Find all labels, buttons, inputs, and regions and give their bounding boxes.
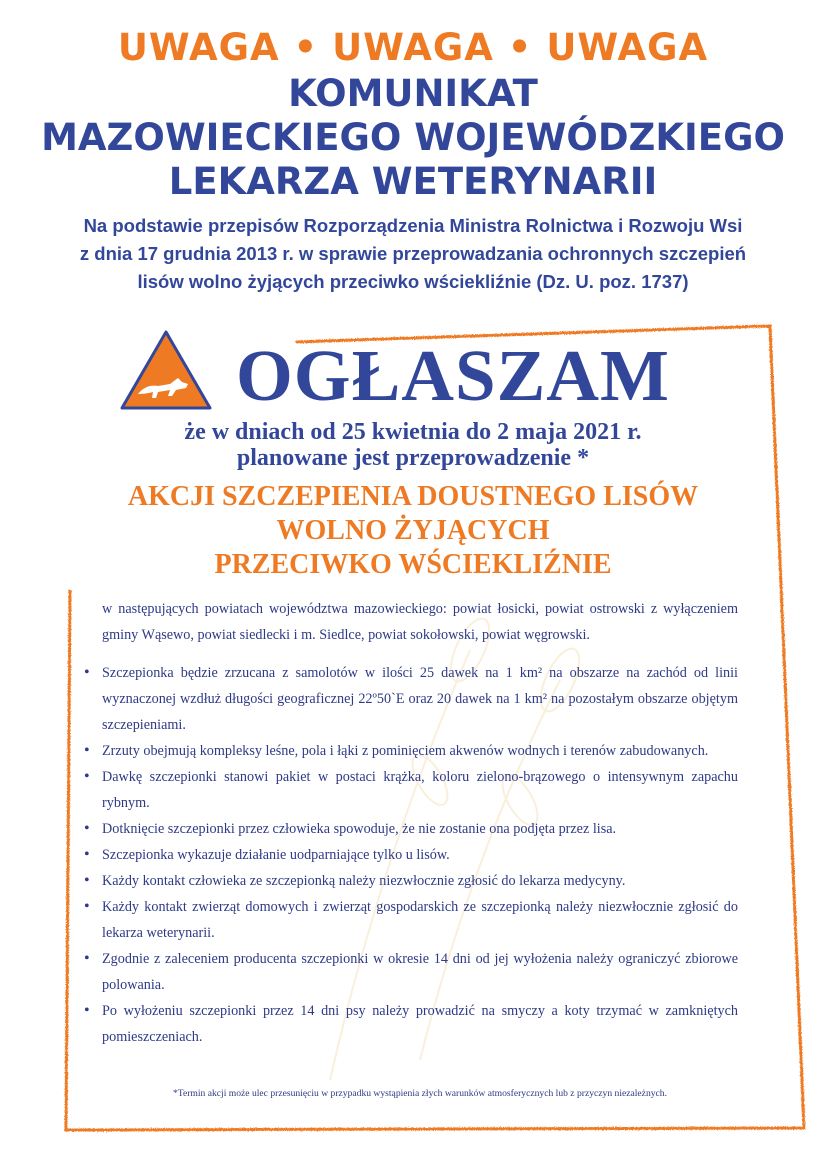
title-line-3: LEKARZA WETERYNARII	[168, 160, 658, 203]
footnote: *Termin akcji może ulec przesunięciu w przypadku wystąpienia złych warunków atmosferycznych lub z przyczyn niezależnych.	[172, 1088, 667, 1099]
list-item: • Każdy kontakt zwierząt domowych i zwierząt gospodarskich ze szczepionką należy niezwłocznie zgłosić do lekarza weterynarii.	[82, 894, 738, 946]
action-title-line-1: AKCJI SZCZEPIENIA DOUSTNEGO LISÓW	[127, 481, 699, 512]
list-item: • Po wyłożeniu szczepionki przez 14 dni psy należy prowadzić na smyczy a koty trzymać w zamkniętych pomieszczeniach.	[82, 998, 738, 1050]
list-item: • Dotknięcie szczepionki przez człowieka spowoduje, że nie zostanie ona podjęta przez lisa.	[82, 816, 738, 842]
legal-basis-line-2: z dnia 17 grudnia 2013 r. w sprawie przeprowadzania ochronnych szczepień	[79, 243, 747, 264]
list-item: • Zrzuty obejmują kompleksy leśne, pola i łąki z pominięciem akwenów wodnych i terenów zabudowanych.	[82, 738, 738, 764]
list-item: • Dawkę szczepionki stanowi pakiet w postaci krążka, koloru zielono-brązowego o intensywnym zapachu rybnym.	[82, 764, 738, 816]
title-line-2: MAZOWIECKIEGO WOJEWÓDZKIEGO	[41, 116, 785, 159]
alert-heading: UWAGA • UWAGA • UWAGA	[117, 26, 709, 69]
list-item: • Zgodnie z zaleceniem producenta szczepionki w okresie 14 dni od jej wyłożenia należy ograniczyć zbiorowe polowania.	[82, 946, 738, 998]
fox-warning-triangle-icon	[118, 328, 214, 412]
announcement-title: OGŁASZAM	[236, 335, 670, 416]
list-item: • Szczepionka będzie zrzucana z samolotów w ilości 25 dawek na 1 km² na obszarze na zachód od linii wyznaczonej wzdłuż długości geograficznej 22º50`E oraz 20 dawek na 1 km² na pozostałym obszarze objętym szczepieniami.	[82, 660, 738, 738]
rules-list	[102, 660, 738, 1050]
legal-basis-line-1: Na podstawie przepisów Rozporządzenia Ministra Rolnictwa i Rozwoju Wsi	[83, 215, 743, 236]
action-title-line-2: WOLNO ŻYJĄCYCH	[276, 515, 550, 546]
district-list-text: w następujących powiatach województwa mazowieckiego: powiat łosicki, powiat ostrowski z wyłączeniem gminy Wąsewo, powiat siedlecki i m. Siedlce, powiat sokołowski, powiat węgrowski.	[102, 601, 738, 643]
notice-body	[102, 596, 738, 1050]
action-title-line-3: PRZECIWKO WŚCIEKLIŹNIE	[214, 549, 612, 580]
date-line-1: że w dniach od 25 kwietnia do 2 maja 2021 r.	[184, 419, 642, 445]
list-item: • Szczepionka wykazuje działanie uodparniające tylko u lisów.	[82, 842, 738, 868]
date-line-2: planowane jest przeprowadzenie *	[236, 445, 590, 471]
title-line-1: KOMUNIKAT	[288, 72, 538, 115]
legal-basis-line-3: lisów wolno żyjących przeciwko wściekliźnie (Dz. U. poz. 1737)	[137, 271, 689, 292]
list-item: • Każdy kontakt człowieka ze szczepionką należy niezwłocznie zgłosić do lekarza medycyny.	[82, 868, 738, 894]
